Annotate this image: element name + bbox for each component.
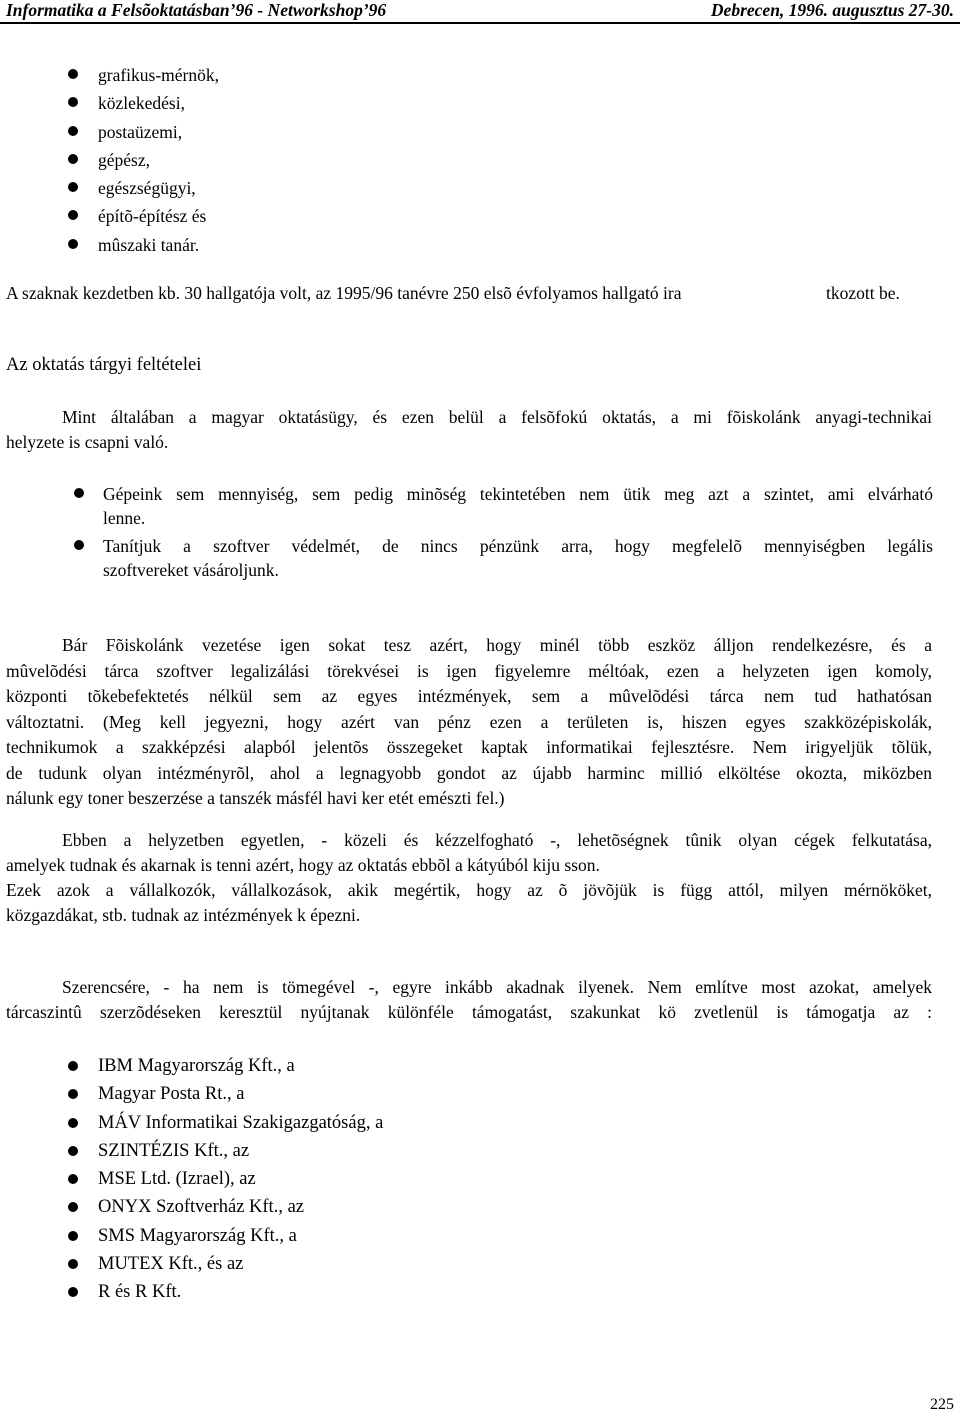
sponsor-list [0,1052,383,1307]
paragraph-line: Mint általában a magyar oktatásügy, és ezen belül a felsõfokú oktatás, a mi fõiskolánk anyagi-technikai [62,407,932,427]
intro-text-b: tkozott be. [826,283,900,303]
bullet-icon [68,1202,78,1212]
paragraph-line: lenne. [103,508,146,528]
bullet-icon [68,69,78,79]
list-item: mûszaki tanár. [0,231,219,259]
paragraph-line: szoftvereket vásároljunk. [103,560,279,580]
paragraph-line: amelyek tudnak és akarnak is tenni azért, hogy az oktatás ebbõl a kátyúból kiju sson. [6,855,600,875]
paragraph-line: Bár Fõiskolánk vezetése igen sokat tesz azért, hogy minél több eszköz álljon rendelkezésre, és a [62,635,932,655]
list-item: MÁV Informatikai Szakigazgatóság, a [0,1109,383,1137]
bullet-icon [68,126,78,136]
list-item: SZINTÉZIS Kft., az [0,1137,383,1165]
list-item: SMS Magyarország Kft., a [0,1222,383,1250]
bullet-icon [68,1118,78,1128]
paragraph-line: Ebben a helyzetben egyetlen, - közeli és kézzelfogható -, lehetõségnek tûnik olyan cégek felkutatása, [62,830,932,850]
paragraph-line: mûvelõdési tárca szoftver legalizálási törekvései is igen figyelemre méltóak, ezen a helyzeten igen komoly, [6,660,932,681]
bullet-icon [68,1146,78,1156]
list-item: építõ-építész és [0,202,219,230]
bullet-icon [68,1287,78,1297]
list-item: R és R Kft. [0,1278,383,1306]
list-item: MSE Ltd. (Izrael), az [0,1165,383,1193]
bullet-icon [68,1174,78,1184]
header-place-date: Debrecen, 1996. augusztus 27-30. [710,0,954,20]
header-conference-title: Informatika a Felsõoktatásban’96 - Networkshop’96 [6,0,387,20]
paragraph-line: technikumok a szakképzési alapból jelentõs összegeket kaptak informatikai fejlesztésre. Nem irigyeljük tõlük, [6,737,932,757]
paragraph-line: helyzete is csapni való. [6,432,169,452]
intro-text-a: A szaknak kezdetben kb. 30 hallgatója volt, az 1995/96 tanévre 250 elsõ évfolyamos hallgató ira [6,283,682,303]
paragraph-line: Gépeink sem mennyiség, sem pedig minõség tekintetében nem ütik meg azt a szintet, ami elvárható [103,484,933,504]
list-item: ONYX Szoftverház Kft., az [0,1193,383,1221]
bullet-icon [68,97,78,107]
bullet-icon [68,210,78,220]
list-item: postaüzemi, [0,118,219,146]
bullet-icon [68,1089,78,1099]
bullet-icon [68,154,78,164]
paragraph-line: nálunk egy toner beszerzése a tanszék másfél havi ker etét emészti fel.) [6,788,505,808]
list-item: közlekedési, [0,89,219,117]
paragraph-conditions [6,405,932,455]
bullet-icon [68,182,78,192]
list-item: gépész, [0,146,219,174]
bullet-icon [68,239,78,249]
page-number: 225 [930,1396,954,1413]
list-item: egészségügyi, [0,174,219,202]
paragraph-line: Szerencsére, - ha nem is tömegével -, egyre inkább akadnak ilyenek. Nem említve most azokat, amelyek [62,977,932,997]
list-item: grafikus-mérnök, [0,61,219,89]
paragraph-college [6,633,932,812]
paragraph-line: közgazdákat, stb. tudnak az intézmények k épezni. [6,905,361,925]
paragraph-line: tárcaszintû szerzõdéseken keresztül nyújtanak különféle támogatást, szakunkat kö zvetlenül is támogatja az : [6,1002,932,1022]
bullet-icon [74,488,84,498]
paragraph-line: Tanítjuk a szoftver védelmét, de nincs pénzünk arra, hogy megfelelõ mennyiségben legális [103,536,933,556]
bullet-icon [68,1231,78,1241]
paragraph-line: változtatni. (Meg kell jegyezni, hogy azért van pénz ezen a területen is, hiszen egyes szakközépiskolák, [6,711,932,732]
list-item: MUTEX Kft., és az [0,1250,383,1278]
paragraph-line: Ezek azok a vállalkozók, vállalkozások, akik megértik, hogy az õ jövõjük is függ attól, milyen mérnököket, [6,880,932,900]
list-item: Magyar Posta Rt., a [0,1080,383,1108]
paragraph-companies [6,828,932,928]
section-heading: Az oktatás tárgyi feltételei [6,355,202,375]
paragraph-sponsors [6,975,932,1025]
bullet-icon [68,1061,78,1071]
degree-list [0,61,219,259]
page-header [0,0,960,24]
paragraph-line: központi tõkebefektetés nélkül sem az egyes intézmények, sem a mûvelõdési tárca nem tud hathatósan [6,686,932,706]
bullet-icon [68,1259,78,1269]
list-item: IBM Magyarország Kft., a [0,1052,383,1080]
paragraph-line: de tudunk olyan intézményrõl, ahol a legnagyobb gondot az újabb harminc millió elköltése okozta, miközben [6,762,932,783]
bullet-icon [74,540,84,550]
